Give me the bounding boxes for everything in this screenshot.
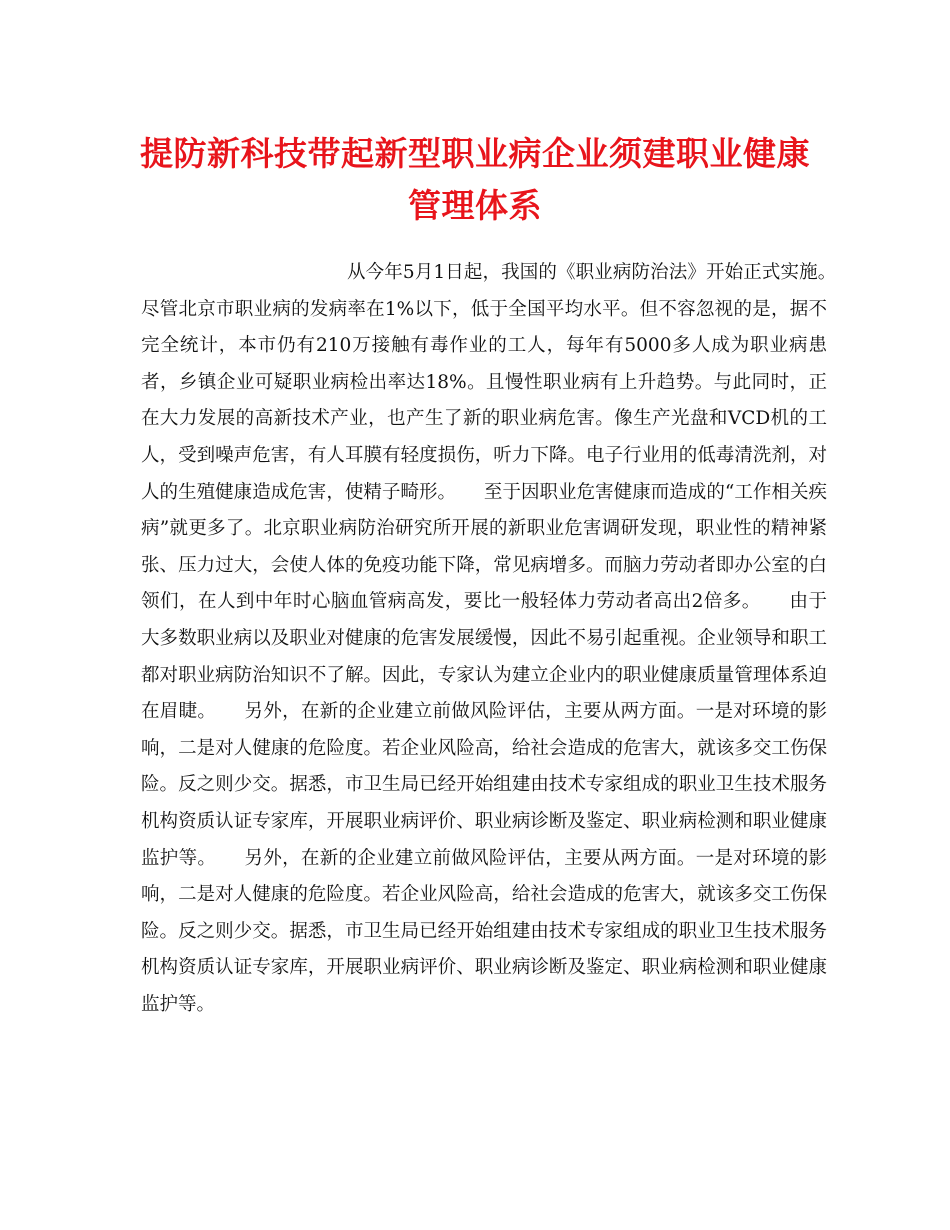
document-title: 提防新科技带起新型职业病企业须建职业健康管理体系 [140,134,810,225]
document-body-paragraph: 从今年5月1日起，我国的《职业病防治法》开始正式实施。 尽管北京市职业病的发病率在1%以下，低于全国平均水平。但不容忽视的是，据不完全统计，本市仍有210万接触有毒作业的工人，每年有5000多人成为职业病患者，乡镇企业可疑职业病检出率达18%。且慢性职业病有上升趋势。与此同时，正在大力发展的高新技术产业，也产生了新的职业病危害。像生产光盘和VCD机的工人，受到噪声危害，有人耳膜有轻度损伤，听力下降。电子行业用的低毒清洗剂，对人的生殖健康造成危害，使精子畸形。 至于因职业危害健康而造成的“工作相关疾病”就更多了。北京职业病防治研究所开展的新职业危害调研发现，职业性的精神紧张、压力过大，会使人体的免疫功能下降，常见病增多。而脑力劳动者即办公室的白领们，在人到中年时心脑血管病高发，要比一般轻体力劳动者高出2倍多。 由于大多数职业病以及职业对健康的危害发展缓慢，因此不易引起重视。企业领导和职工都对职业病防治知识不了解。因此，专家认为建立企业内的职业健康质量管理体系迫在眉睫。 另外，在新的企业建立前做风险评估，主要从两方面。一是对环境的影响，二是对人健康的危险度。若企业风险高，给社会造成的危害大，就该多交工伤保险。反之则少交。据悉，市卫生局已经开始组建由技术专家组成的职业卫生技术服务机构资质认证专家库，开展职业病评价、职业病诊断及鉴定、职业病检测和职业健康监护等。 另外，在新的企业建立前做风险评估，主要从两方面。一是对环境的影响，二是对人健康的危险度。若企业风险高，给社会造成的危害大，就该多交工伤保险。反之则少交。据悉，市卫生局已经开始组建由技术专家组成的职业卫生技术服务机构资质认证专家库，开展职业病评价、职业病诊断及鉴定、职业病检测和职业健康监护等。 [141,262,865,1015]
